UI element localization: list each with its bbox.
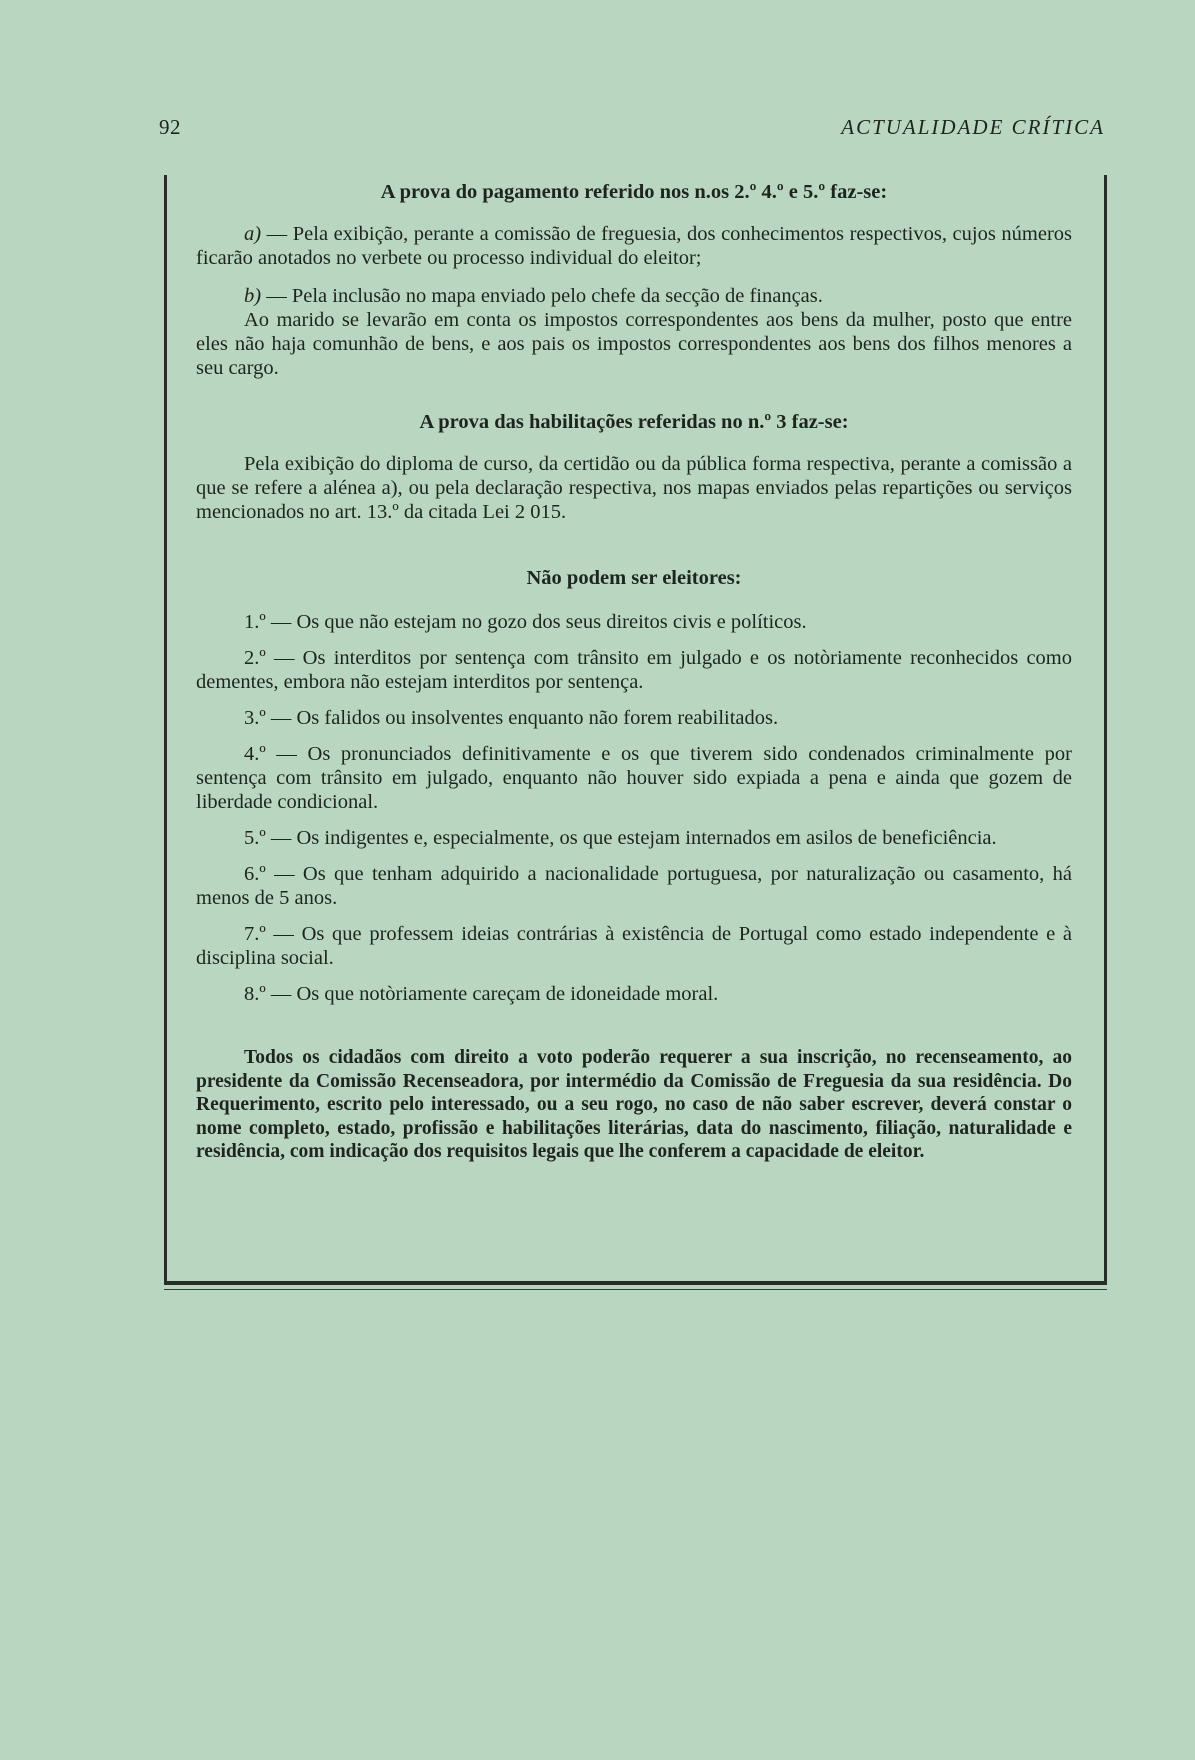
ineligible-item-8: 8.º — Os que notòriamente careçam de idoneidade moral.	[244, 983, 719, 1005]
ineligible-item-5: 5.º — Os indigentes e, especialmente, os que estejam internados em asilos de beneficiência.	[244, 827, 997, 849]
ineligible-item-4: 4.º — Os pronunciados definitivamente e os que tiverem sido condenados criminalmente por sentença com trânsito em julgado, enquanto não houver sido expiada a pena e ainda que gozem de liberdade condicional.	[196, 743, 1072, 813]
ineligible-item-1: 1.º — Os que não estejam no gozo dos seus direitos civis e políticos.	[244, 611, 807, 633]
running-title: ACTUALIDADE CRÍTICA	[841, 115, 1105, 139]
ineligible-item-3: 3.º — Os falidos ou insolventes enquanto não forem reabilitados.	[244, 707, 779, 729]
item-b	[196, 284, 1072, 308]
item-a-label: a)	[244, 223, 262, 245]
husband-taxes-paragraph: Ao marido se levarão em conta os impostos correspondentes aos bens da mulher, posto que entre eles não haja comunhão de bens, e aos pais os impostos correspondentes aos bens dos filhos menores a seu cargo.	[196, 309, 1072, 379]
item-b-text: — Pela inclusão no mapa enviado pelo chefe da secção de finanças.	[261, 285, 823, 307]
payment-proof-heading: A prova do pagamento referido nos n.os 2.º 4.º e 5.º faz-se:	[380, 181, 888, 203]
item-b-label: b)	[244, 285, 262, 307]
ineligible-item-6: 6.º — Os que tenham adquirido a nacionalidade portuguesa, por naturalização ou casamento, há menos de 5 anos.	[196, 863, 1072, 909]
notice-content	[196, 180, 1072, 1164]
qualifications-paragraph: Pela exibição do diploma de curso, da certidão ou da pública forma respectiva, perante a comissão a que se refere a alénea a), ou pela declaração respectiva, nos mapas enviados pelas repartições ou serviços mencionados no art. 13.º da citada Lei 2 015.	[196, 453, 1072, 523]
item-a-text: — Pela exibição, perante a comissão de freguesia, dos conhecimentos respectivos, cujos números ficarão anotados no verbete ou processo individual do eleitor;	[196, 223, 1072, 269]
page-number: 92	[159, 115, 181, 139]
ineligible-heading: Não podem ser eleitores:	[526, 567, 742, 589]
box-bottom-rule	[164, 1289, 1107, 1290]
ineligible-item-2: 2.º — Os interditos por sentença com trânsito em julgado e os notòriamente reconhecidos como dementes, embora não estejam interditos por sentença.	[196, 647, 1072, 693]
qualifications-proof-heading: A prova das habilitações referidas no n.º 3 faz-se:	[419, 411, 849, 433]
ineligible-item-7: 7.º — Os que professem ideias contrárias à existência de Portugal como estado independente e à disciplina social.	[196, 923, 1072, 969]
item-a	[196, 222, 1072, 270]
registration-paragraph: Todos os cidadãos com direito a voto poderão requerer a sua inscrição, no recenseamento, ao presidente da Comissão Recenseadora, por intermédio da Comissão de Freguesia da sua residência. Do Requerimento, escrito pelo interessado, ou a seu rogo, no caso de não saber escrever, deverá constar o nome completo, estado, profissão e habilitações literárias, data do nascimento, filiação, naturalidade e residência, com indicação dos requisitos legais que lhe conferem a capacidade de eleitor.	[196, 1047, 1072, 1162]
